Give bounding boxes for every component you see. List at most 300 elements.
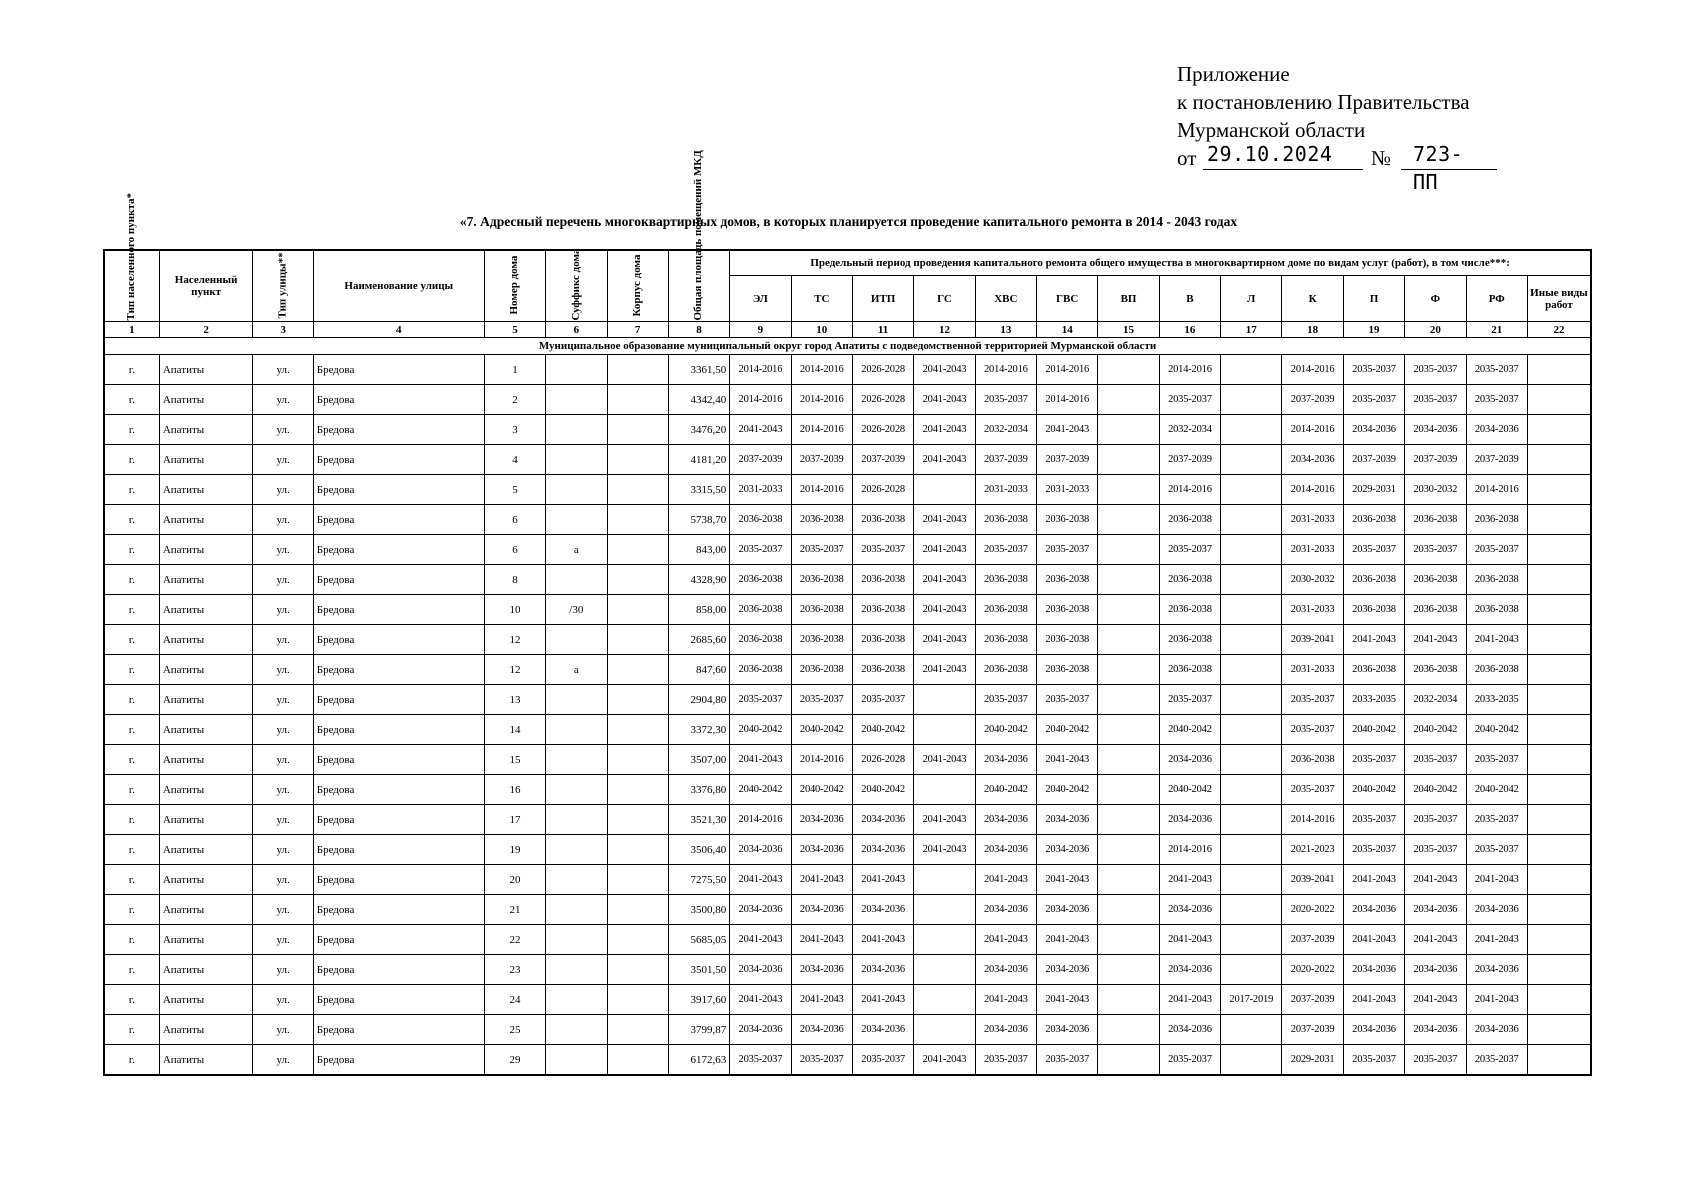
table-cell: 2041-2043 [1466,865,1527,895]
table-cell: 2037-2039 [1282,385,1343,415]
table-cell [1221,625,1282,655]
table-cell [1527,925,1591,955]
table-cell [1527,415,1591,445]
table-cell: г. [104,535,159,565]
table-cell [546,565,607,595]
table-cell: ул. [253,1045,313,1076]
column-number-1: 1 [104,322,159,338]
table-cell: Бредова [313,715,484,745]
table-cell: 2036-2038 [791,625,852,655]
table-row [104,805,1591,835]
table-cell: 2041-2043 [914,385,975,415]
table-cell [1527,805,1591,835]
table-cell: 2035-2037 [1159,685,1220,715]
table-cell: 3501,50 [668,955,729,985]
appendix-line-1: Приложение [1177,62,1290,86]
table-cell [607,535,668,565]
table-cell: 2014-2016 [1282,475,1343,505]
table-cell [1527,565,1591,595]
table-cell: 2041-2043 [975,985,1036,1015]
table-cell: 2034-2036 [730,1015,791,1045]
table-cell: 2036-2038 [975,625,1036,655]
table-cell: а [546,655,607,685]
table-cell: 2036-2038 [1159,595,1220,625]
table-row [104,1045,1591,1076]
appendix-line-3: Мурманской области [1177,118,1366,142]
table-cell [1221,595,1282,625]
table-cell: Бредова [313,925,484,955]
table-cell: 2034-2036 [791,1015,852,1045]
table-cell: 2014-2016 [791,415,852,445]
table-cell: 2014-2016 [1159,835,1220,865]
table-cell: 2034-2036 [1343,895,1404,925]
table-cell [607,775,668,805]
table-cell [914,925,975,955]
table-cell: 2036-2038 [852,505,913,535]
table-cell: 2032-2034 [1159,415,1220,445]
table-cell: г. [104,685,159,715]
table-cell: Апатиты [159,685,253,715]
table-cell [546,955,607,985]
table-cell: 5685,05 [668,925,729,955]
table-cell: 2040-2042 [975,715,1036,745]
table-row [104,955,1591,985]
table-cell: 2036-2038 [975,565,1036,595]
table-cell [546,865,607,895]
table-cell [1098,355,1159,385]
table-cell: ул. [253,1015,313,1045]
table-cell: 2014-2016 [975,355,1036,385]
table-cell: 12 [484,625,545,655]
table-cell [1098,445,1159,475]
table-cell: 2035-2037 [975,385,1036,415]
table-cell: ул. [253,505,313,535]
table-cell: 2036-2038 [1343,595,1404,625]
table-cell: ул. [253,835,313,865]
table-cell [1527,1015,1591,1045]
table-cell [546,475,607,505]
table-cell [1098,625,1159,655]
table-cell: 2034-2036 [1037,895,1098,925]
table-cell: 19 [484,835,545,865]
table-cell: Апатиты [159,445,253,475]
header-settlement-type: Тип населенного пункта* [104,250,159,322]
table-cell: 2036-2038 [1466,565,1527,595]
table-cell [546,745,607,775]
table-cell: Бредова [313,1015,484,1045]
table-cell [607,865,668,895]
table-cell: 2040-2042 [791,715,852,745]
table-cell: 2036-2038 [730,625,791,655]
table-cell [1098,745,1159,775]
table-cell [1221,925,1282,955]
table-cell: 2035-2037 [1405,745,1466,775]
table-cell: 2034-2036 [791,955,852,985]
table-cell: 2035-2037 [1466,355,1527,385]
table-cell: 858,00 [668,595,729,625]
table-cell: 2041-2043 [1037,415,1098,445]
header-service-6: ГВС [1037,276,1098,322]
header-service-7: ВП [1098,276,1159,322]
table-cell: Апатиты [159,865,253,895]
table-cell: 3476,20 [668,415,729,445]
table-cell [607,955,668,985]
table-cell [1221,535,1282,565]
table-cell [1221,805,1282,835]
table-cell: 2034-2036 [852,805,913,835]
table-cell [607,895,668,925]
header-service-9: Л [1221,276,1282,322]
table-cell: 2034-2036 [1466,895,1527,925]
table-cell: 2036-2038 [1466,655,1527,685]
table-cell: 2034-2036 [1405,415,1466,445]
table-cell [546,1045,607,1076]
table-cell: 2036-2038 [1405,505,1466,535]
table-cell: 2034-2036 [1343,955,1404,985]
table-cell: 2037-2039 [730,445,791,475]
table-cell: 3521,30 [668,805,729,835]
table-cell: 6 [484,535,545,565]
table-cell: 2036-2038 [791,565,852,595]
table-cell: Апатиты [159,1015,253,1045]
table-cell: 2041-2043 [914,355,975,385]
table-cell: 2030-2032 [1405,475,1466,505]
table-cell: а [546,535,607,565]
table-cell: 2014-2016 [730,355,791,385]
table-cell: Бредова [313,505,484,535]
table-cell [1098,775,1159,805]
table-cell: г. [104,745,159,775]
table-cell: 2034-2036 [1037,805,1098,835]
column-number-5: 5 [484,322,545,338]
table-cell: 2041-2043 [852,925,913,955]
column-number-21: 21 [1466,322,1527,338]
header-street-type: Тип улицы** [253,250,313,322]
table-cell: ул. [253,775,313,805]
table-cell [1221,685,1282,715]
table-row [104,355,1591,385]
table-cell: ул. [253,535,313,565]
table-cell: ул. [253,715,313,745]
header-service-2: ТС [791,276,852,322]
table-cell: 2020-2022 [1282,895,1343,925]
table-cell [1098,865,1159,895]
table-cell: 2034-2036 [1159,805,1220,835]
table-cell: 2034-2036 [852,955,913,985]
table-cell: 2034-2036 [1466,955,1527,985]
table-cell: 2035-2037 [1343,385,1404,415]
table-cell: 2040-2042 [1159,775,1220,805]
table-row [104,625,1591,655]
table-cell: 2031-2033 [1282,535,1343,565]
number-label: № [1371,146,1392,170]
table-cell: Апатиты [159,745,253,775]
table-cell: 7275,50 [668,865,729,895]
table-cell [1221,775,1282,805]
table-cell: г. [104,835,159,865]
table-cell: 2035-2037 [1037,535,1098,565]
table-cell [1527,955,1591,985]
table-cell: ул. [253,565,313,595]
header-service-10: К [1282,276,1343,322]
appendix-block [1177,60,1470,194]
table-cell: 2031-2033 [975,475,1036,505]
table-cell: 2041-2043 [914,655,975,685]
table-cell: 2036-2038 [1282,745,1343,775]
table-cell: 2033-2035 [1466,685,1527,715]
table-cell: 2034-2036 [975,955,1036,985]
table-cell: 2035-2037 [1405,835,1466,865]
table-cell: 2037-2039 [1282,1015,1343,1045]
table-cell: 2041-2043 [1466,925,1527,955]
table-cell [1221,355,1282,385]
table-cell: 3507,00 [668,745,729,775]
table-cell: 2040-2042 [1343,775,1404,805]
table-cell: 2041-2043 [914,535,975,565]
table-cell: ул. [253,625,313,655]
table-cell [546,835,607,865]
table-cell: 2014-2016 [1159,475,1220,505]
table-cell: Бредова [313,625,484,655]
table-cell: 2034-2036 [791,895,852,925]
table-cell [1221,565,1282,595]
table-cell: 2041-2043 [1159,865,1220,895]
table-cell: 2035-2037 [1159,1045,1220,1076]
table-cell: 2014-2016 [730,385,791,415]
table-cell: Апатиты [159,565,253,595]
table-cell: 2035-2037 [1405,1045,1466,1076]
table-row [104,565,1591,595]
table-cell: 2034-2036 [975,745,1036,775]
table-cell: ул. [253,355,313,385]
header-service-4: ГС [914,276,975,322]
table-cell: 2035-2037 [1405,805,1466,835]
table-row [104,595,1591,625]
table-cell: г. [104,1045,159,1076]
table-cell: 2014-2016 [1466,475,1527,505]
column-number-18: 18 [1282,322,1343,338]
table-cell [1221,1045,1282,1076]
table-cell [546,985,607,1015]
table-cell: 2035-2037 [1466,835,1527,865]
table-cell: Бредова [313,385,484,415]
table-cell [546,925,607,955]
table-cell: 2036-2038 [730,505,791,535]
table-cell: 4342,40 [668,385,729,415]
table-cell: 2035-2037 [1037,685,1098,715]
table-cell: г. [104,1015,159,1045]
table-cell: 2041-2043 [975,925,1036,955]
header-service-1: ЭЛ [730,276,791,322]
table-cell: 2040-2042 [1466,715,1527,745]
table-cell: 14 [484,715,545,745]
table-cell: 2041-2043 [1343,865,1404,895]
table-cell: 2036-2038 [1037,655,1098,685]
table-cell: г. [104,385,159,415]
column-number-13: 13 [975,322,1036,338]
table-cell [914,475,975,505]
table-cell: 2040-2042 [1466,775,1527,805]
table-cell [1527,715,1591,745]
table-cell: 2032-2034 [1405,685,1466,715]
table-cell: 2036-2038 [852,655,913,685]
table-cell: 12 [484,655,545,685]
table-cell: 2036-2038 [1405,565,1466,595]
column-number-11: 11 [852,322,913,338]
table-cell: Бредова [313,655,484,685]
table-cell: Апатиты [159,985,253,1015]
table-cell [607,745,668,775]
table-cell [914,955,975,985]
table-cell: 2035-2037 [1282,715,1343,745]
table-cell: 843,00 [668,535,729,565]
table-cell: 2034-2036 [1466,415,1527,445]
column-number-17: 17 [1221,322,1282,338]
table-cell: 2041-2043 [1037,985,1098,1015]
table-cell [607,715,668,745]
table-cell [546,775,607,805]
table-cell: 2036-2038 [1037,625,1098,655]
table-cell: г. [104,895,159,925]
table-cell: 2014-2016 [1159,355,1220,385]
table-row [104,385,1591,415]
table-cell: 6 [484,505,545,535]
table-cell [1098,895,1159,925]
table-cell: Бредова [313,775,484,805]
table-cell: 2036-2038 [730,595,791,625]
table-cell: 2041-2043 [791,925,852,955]
table-cell: г. [104,805,159,835]
column-number-2: 2 [159,322,253,338]
table-cell: Апатиты [159,355,253,385]
table-cell: 2685,60 [668,625,729,655]
table-cell: 2040-2042 [1405,715,1466,745]
table-cell: 13 [484,685,545,715]
table-cell: 2034-2036 [1405,895,1466,925]
table-cell: 2035-2037 [1159,385,1220,415]
table-cell: 2036-2038 [1037,565,1098,595]
table-row [104,745,1591,775]
table-row [104,415,1591,445]
table-cell [1527,385,1591,415]
header-service-8: В [1159,276,1220,322]
table-cell: 2035-2037 [1343,355,1404,385]
table-cell [1527,475,1591,505]
table-cell: Бредова [313,835,484,865]
table-cell [546,445,607,475]
table-row [104,715,1591,745]
table-cell [607,415,668,445]
column-number-14: 14 [1037,322,1098,338]
table-cell: г. [104,505,159,535]
table-cell: 4328,90 [668,565,729,595]
table-cell: 2034-2036 [975,835,1036,865]
table-cell: ул. [253,385,313,415]
table-cell: 2037-2039 [852,445,913,475]
table-cell: ул. [253,955,313,985]
table-cell [914,685,975,715]
table-cell: 2035-2037 [730,1045,791,1076]
table-cell: 2035-2037 [1282,775,1343,805]
column-number-16: 16 [1159,322,1220,338]
table-row [104,445,1591,475]
table-cell [607,625,668,655]
table-cell: 2035-2037 [1282,685,1343,715]
header-house-building: Корпус дома [607,250,668,322]
table-cell: Апатиты [159,625,253,655]
table-cell: 24 [484,985,545,1015]
table-cell [607,505,668,535]
table-cell: 2034-2036 [1343,415,1404,445]
column-number-3: 3 [253,322,313,338]
table-cell: 2037-2039 [1343,445,1404,475]
table-cell [607,565,668,595]
table-row [104,865,1591,895]
table-cell: 2036-2038 [852,565,913,595]
table-cell [607,655,668,685]
table-cell [1527,985,1591,1015]
table-cell: 2040-2042 [852,715,913,745]
table-cell: Бредова [313,1045,484,1076]
table-row [104,895,1591,925]
table-cell: 2040-2042 [730,775,791,805]
table-cell: г. [104,955,159,985]
table-cell: 2034-2036 [1466,1015,1527,1045]
table-cell: 2026-2028 [852,415,913,445]
table-cell: г. [104,865,159,895]
table-cell: 2041-2043 [852,985,913,1015]
table-cell [546,505,607,535]
table-cell: 2041-2043 [914,745,975,775]
table-cell: 3372,30 [668,715,729,745]
table-cell: 8 [484,565,545,595]
table-cell: 2034-2036 [791,805,852,835]
table-cell [1098,415,1159,445]
table-cell: 2041-2043 [730,925,791,955]
table-cell: 2034-2036 [852,1015,913,1045]
table-cell: 16 [484,775,545,805]
table-cell: г. [104,595,159,625]
table-cell: 2036-2038 [1466,595,1527,625]
table-cell [1098,925,1159,955]
table-cell: 2041-2043 [975,865,1036,895]
table-cell: 2031-2033 [1282,505,1343,535]
table-row [104,535,1591,565]
table-cell [1527,865,1591,895]
table-cell [1098,685,1159,715]
table-cell: 2041-2043 [1037,925,1098,955]
table-cell [1221,655,1282,685]
table-cell: 2035-2037 [1466,805,1527,835]
table-cell: 2041-2043 [914,835,975,865]
table-cell [546,685,607,715]
table-cell [914,895,975,925]
table-cell: 2036-2038 [1466,505,1527,535]
table-cell [1098,535,1159,565]
table-cell: 2035-2037 [975,535,1036,565]
table-cell: 2040-2042 [975,775,1036,805]
table-cell: 10 [484,595,545,625]
header-street-name: Наименование улицы [313,250,484,322]
table-cell [1098,505,1159,535]
decree-line [1177,142,1470,194]
table-cell [1527,835,1591,865]
table-row [104,835,1591,865]
table-cell: 3 [484,415,545,445]
table-cell [546,895,607,925]
table-cell: 2037-2039 [1466,445,1527,475]
header-service-11: П [1343,276,1404,322]
